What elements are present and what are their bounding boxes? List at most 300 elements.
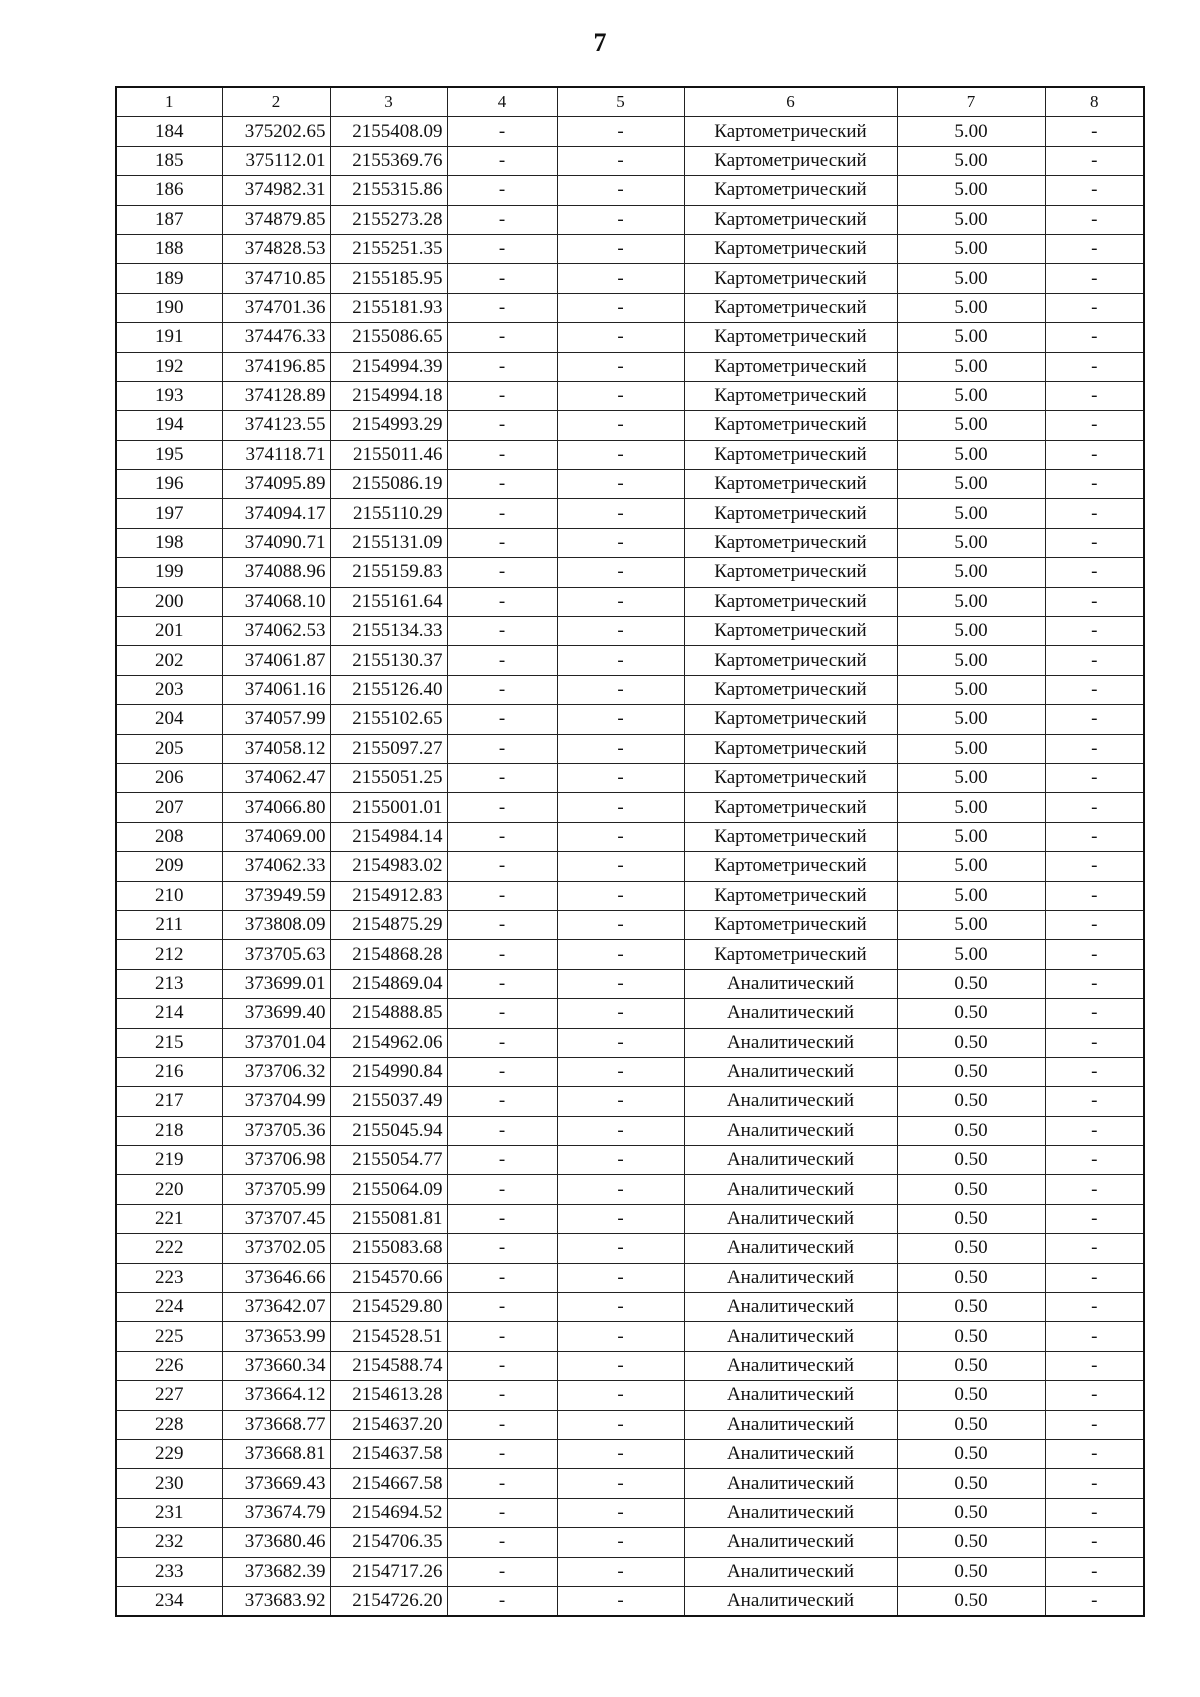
x-coordinate-cell: 374095.89 <box>222 470 330 499</box>
col5-cell: - <box>557 205 684 234</box>
col5-cell: - <box>557 1439 684 1468</box>
point-number-cell: 224 <box>116 1293 222 1322</box>
table-row <box>116 1293 1144 1322</box>
table-row <box>116 176 1144 205</box>
method-cell: Картометрический <box>684 146 897 175</box>
table-row <box>116 587 1144 616</box>
x-coordinate-cell: 373660.34 <box>222 1351 330 1380</box>
col8-cell: - <box>1045 1351 1144 1380</box>
column-header: 1 <box>116 87 222 117</box>
point-number-cell: 215 <box>116 1028 222 1057</box>
point-number-cell: 228 <box>116 1410 222 1439</box>
y-coordinate-cell: 2154667.58 <box>330 1469 447 1498</box>
point-number-cell: 209 <box>116 852 222 881</box>
table-row <box>116 1381 1144 1410</box>
col8-cell: - <box>1045 440 1144 469</box>
col4-cell: - <box>447 1469 557 1498</box>
table-row <box>116 1557 1144 1586</box>
method-cell: Картометрический <box>684 617 897 646</box>
col4-cell: - <box>447 675 557 704</box>
col5-cell: - <box>557 1469 684 1498</box>
col5-cell: - <box>557 999 684 1028</box>
x-coordinate-cell: 374879.85 <box>222 205 330 234</box>
point-number-cell: 225 <box>116 1322 222 1351</box>
y-coordinate-cell: 2154984.14 <box>330 822 447 851</box>
col8-cell: - <box>1045 234 1144 263</box>
col4-cell: - <box>447 1528 557 1557</box>
col8-cell: - <box>1045 910 1144 939</box>
method-cell: Картометрический <box>684 117 897 146</box>
col5-cell: - <box>557 323 684 352</box>
y-coordinate-cell: 2155097.27 <box>330 734 447 763</box>
y-coordinate-cell: 2154994.18 <box>330 381 447 410</box>
col8-cell: - <box>1045 1146 1144 1175</box>
col5-cell: - <box>557 822 684 851</box>
accuracy-cell: 0.50 <box>897 1087 1045 1116</box>
y-coordinate-cell: 2154613.28 <box>330 1381 447 1410</box>
y-coordinate-cell: 2154529.80 <box>330 1293 447 1322</box>
method-cell: Картометрический <box>684 822 897 851</box>
col8-cell: - <box>1045 705 1144 734</box>
col8-cell: - <box>1045 1087 1144 1116</box>
y-coordinate-cell: 2154694.52 <box>330 1498 447 1527</box>
col5-cell: - <box>557 411 684 440</box>
accuracy-cell: 0.50 <box>897 1439 1045 1468</box>
col8-cell: - <box>1045 1586 1144 1616</box>
col8-cell: - <box>1045 117 1144 146</box>
x-coordinate-cell: 373653.99 <box>222 1322 330 1351</box>
y-coordinate-cell: 2154912.83 <box>330 881 447 910</box>
col8-cell: - <box>1045 558 1144 587</box>
col4-cell: - <box>447 763 557 792</box>
table-row <box>116 1234 1144 1263</box>
x-coordinate-cell: 374701.36 <box>222 293 330 322</box>
col5-cell: - <box>557 910 684 939</box>
method-cell: Картометрический <box>684 176 897 205</box>
col8-cell: - <box>1045 1263 1144 1292</box>
col4-cell: - <box>447 264 557 293</box>
col5-cell: - <box>557 705 684 734</box>
accuracy-cell: 5.00 <box>897 646 1045 675</box>
accuracy-cell: 0.50 <box>897 1498 1045 1527</box>
y-coordinate-cell: 2155054.77 <box>330 1146 447 1175</box>
y-coordinate-cell: 2155083.68 <box>330 1234 447 1263</box>
col8-cell: - <box>1045 617 1144 646</box>
accuracy-cell: 0.50 <box>897 1410 1045 1439</box>
col4-cell: - <box>447 234 557 263</box>
point-number-cell: 231 <box>116 1498 222 1527</box>
point-number-cell: 229 <box>116 1439 222 1468</box>
x-coordinate-cell: 373674.79 <box>222 1498 330 1527</box>
table-row <box>116 1057 1144 1086</box>
accuracy-cell: 5.00 <box>897 499 1045 528</box>
col5-cell: - <box>557 117 684 146</box>
table-row <box>116 234 1144 263</box>
table-row <box>116 1263 1144 1292</box>
col8-cell: - <box>1045 999 1144 1028</box>
col8-cell: - <box>1045 1469 1144 1498</box>
point-number-cell: 188 <box>116 234 222 263</box>
col5-cell: - <box>557 1263 684 1292</box>
y-coordinate-cell: 2155159.83 <box>330 558 447 587</box>
table-row <box>116 528 1144 557</box>
accuracy-cell: 5.00 <box>897 763 1045 792</box>
col5-cell: - <box>557 763 684 792</box>
col8-cell: - <box>1045 1498 1144 1527</box>
x-coordinate-cell: 373705.36 <box>222 1116 330 1145</box>
accuracy-cell: 0.50 <box>897 1234 1045 1263</box>
accuracy-cell: 5.00 <box>897 440 1045 469</box>
col8-cell: - <box>1045 264 1144 293</box>
table-row <box>116 793 1144 822</box>
col8-cell: - <box>1045 352 1144 381</box>
col8-cell: - <box>1045 381 1144 410</box>
col5-cell: - <box>557 1116 684 1145</box>
x-coordinate-cell: 373668.81 <box>222 1439 330 1468</box>
col4-cell: - <box>447 411 557 440</box>
y-coordinate-cell: 2155369.76 <box>330 146 447 175</box>
column-header: 8 <box>1045 87 1144 117</box>
col5-cell: - <box>557 1557 684 1586</box>
point-number-cell: 191 <box>116 323 222 352</box>
point-number-cell: 199 <box>116 558 222 587</box>
y-coordinate-cell: 2154726.20 <box>330 1586 447 1616</box>
x-coordinate-cell: 373808.09 <box>222 910 330 939</box>
table-row <box>116 1439 1144 1468</box>
table-row <box>116 1469 1144 1498</box>
table-row <box>116 411 1144 440</box>
point-number-cell: 223 <box>116 1263 222 1292</box>
x-coordinate-cell: 373702.05 <box>222 1234 330 1263</box>
y-coordinate-cell: 2155408.09 <box>330 117 447 146</box>
x-coordinate-cell: 373706.32 <box>222 1057 330 1086</box>
point-number-cell: 217 <box>116 1087 222 1116</box>
point-number-cell: 208 <box>116 822 222 851</box>
col8-cell: - <box>1045 1322 1144 1351</box>
x-coordinate-cell: 373646.66 <box>222 1263 330 1292</box>
accuracy-cell: 5.00 <box>897 617 1045 646</box>
col5-cell: - <box>557 646 684 675</box>
method-cell: Аналитический <box>684 1381 897 1410</box>
accuracy-cell: 5.00 <box>897 264 1045 293</box>
method-cell: Картометрический <box>684 940 897 969</box>
method-cell: Аналитический <box>684 1146 897 1175</box>
point-number-cell: 226 <box>116 1351 222 1380</box>
accuracy-cell: 0.50 <box>897 1204 1045 1233</box>
table-row <box>116 1410 1144 1439</box>
x-coordinate-cell: 374062.53 <box>222 617 330 646</box>
col4-cell: - <box>447 1557 557 1586</box>
y-coordinate-cell: 2154868.28 <box>330 940 447 969</box>
accuracy-cell: 5.00 <box>897 852 1045 881</box>
method-cell: Аналитический <box>684 1439 897 1468</box>
table-row <box>116 1204 1144 1233</box>
method-cell: Картометрический <box>684 205 897 234</box>
accuracy-cell: 5.00 <box>897 675 1045 704</box>
col8-cell: - <box>1045 1293 1144 1322</box>
col5-cell: - <box>557 1293 684 1322</box>
y-coordinate-cell: 2155086.65 <box>330 323 447 352</box>
method-cell: Аналитический <box>684 1293 897 1322</box>
table-row <box>116 969 1144 998</box>
col5-cell: - <box>557 146 684 175</box>
col8-cell: - <box>1045 411 1144 440</box>
point-number-cell: 185 <box>116 146 222 175</box>
point-number-cell: 203 <box>116 675 222 704</box>
y-coordinate-cell: 2154869.04 <box>330 969 447 998</box>
col8-cell: - <box>1045 1116 1144 1145</box>
col5-cell: - <box>557 1057 684 1086</box>
col5-cell: - <box>557 734 684 763</box>
col5-cell: - <box>557 1087 684 1116</box>
x-coordinate-cell: 373669.43 <box>222 1469 330 1498</box>
point-number-cell: 186 <box>116 176 222 205</box>
point-number-cell: 196 <box>116 470 222 499</box>
point-number-cell: 202 <box>116 646 222 675</box>
col4-cell: - <box>447 1028 557 1057</box>
y-coordinate-cell: 2155045.94 <box>330 1116 447 1145</box>
table-row <box>116 763 1144 792</box>
col4-cell: - <box>447 1116 557 1145</box>
col4-cell: - <box>447 440 557 469</box>
point-number-cell: 193 <box>116 381 222 410</box>
x-coordinate-cell: 373642.07 <box>222 1293 330 1322</box>
col5-cell: - <box>557 528 684 557</box>
table-row <box>116 1146 1144 1175</box>
point-number-cell: 194 <box>116 411 222 440</box>
col4-cell: - <box>447 1234 557 1263</box>
method-cell: Картометрический <box>684 763 897 792</box>
col4-cell: - <box>447 999 557 1028</box>
y-coordinate-cell: 2155134.33 <box>330 617 447 646</box>
method-cell: Аналитический <box>684 1351 897 1380</box>
table-row <box>116 1351 1144 1380</box>
col4-cell: - <box>447 1439 557 1468</box>
x-coordinate-cell: 374982.31 <box>222 176 330 205</box>
col8-cell: - <box>1045 470 1144 499</box>
col4-cell: - <box>447 1263 557 1292</box>
col5-cell: - <box>557 675 684 704</box>
col4-cell: - <box>447 470 557 499</box>
y-coordinate-cell: 2155126.40 <box>330 675 447 704</box>
col8-cell: - <box>1045 323 1144 352</box>
point-number-cell: 232 <box>116 1528 222 1557</box>
method-cell: Картометрический <box>684 705 897 734</box>
x-coordinate-cell: 373707.45 <box>222 1204 330 1233</box>
y-coordinate-cell: 2155051.25 <box>330 763 447 792</box>
method-cell: Картометрический <box>684 381 897 410</box>
point-number-cell: 189 <box>116 264 222 293</box>
accuracy-cell: 0.50 <box>897 1586 1045 1616</box>
accuracy-cell: 5.00 <box>897 881 1045 910</box>
column-header: 3 <box>330 87 447 117</box>
table-row <box>116 381 1144 410</box>
method-cell: Аналитический <box>684 1557 897 1586</box>
x-coordinate-cell: 373705.63 <box>222 940 330 969</box>
col4-cell: - <box>447 646 557 675</box>
col5-cell: - <box>557 1586 684 1616</box>
method-cell: Картометрический <box>684 411 897 440</box>
x-coordinate-cell: 374090.71 <box>222 528 330 557</box>
accuracy-cell: 0.50 <box>897 1057 1045 1086</box>
x-coordinate-cell: 374061.87 <box>222 646 330 675</box>
table-row <box>116 440 1144 469</box>
col8-cell: - <box>1045 881 1144 910</box>
x-coordinate-cell: 373706.98 <box>222 1146 330 1175</box>
table-row <box>116 558 1144 587</box>
y-coordinate-cell: 2154717.26 <box>330 1557 447 1586</box>
col4-cell: - <box>447 117 557 146</box>
accuracy-cell: 0.50 <box>897 1469 1045 1498</box>
method-cell: Аналитический <box>684 1469 897 1498</box>
point-number-cell: 187 <box>116 205 222 234</box>
y-coordinate-cell: 2155081.81 <box>330 1204 447 1233</box>
method-cell: Картометрический <box>684 558 897 587</box>
y-coordinate-cell: 2155130.37 <box>330 646 447 675</box>
table-row <box>116 705 1144 734</box>
table-row <box>116 675 1144 704</box>
col4-cell: - <box>447 146 557 175</box>
x-coordinate-cell: 373699.01 <box>222 969 330 998</box>
col4-cell: - <box>447 1410 557 1439</box>
accuracy-cell: 5.00 <box>897 146 1045 175</box>
col5-cell: - <box>557 352 684 381</box>
col5-cell: - <box>557 1146 684 1175</box>
col4-cell: - <box>447 1322 557 1351</box>
col8-cell: - <box>1045 587 1144 616</box>
x-coordinate-cell: 373682.39 <box>222 1557 330 1586</box>
accuracy-cell: 5.00 <box>897 381 1045 410</box>
method-cell: Картометрический <box>684 234 897 263</box>
col4-cell: - <box>447 734 557 763</box>
accuracy-cell: 0.50 <box>897 1351 1045 1380</box>
col5-cell: - <box>557 940 684 969</box>
x-coordinate-cell: 373704.99 <box>222 1087 330 1116</box>
col4-cell: - <box>447 822 557 851</box>
accuracy-cell: 5.00 <box>897 323 1045 352</box>
col8-cell: - <box>1045 646 1144 675</box>
y-coordinate-cell: 2155161.64 <box>330 587 447 616</box>
col4-cell: - <box>447 1087 557 1116</box>
x-coordinate-cell: 374094.17 <box>222 499 330 528</box>
y-coordinate-cell: 2155131.09 <box>330 528 447 557</box>
col4-cell: - <box>447 705 557 734</box>
method-cell: Картометрический <box>684 734 897 763</box>
col4-cell: - <box>447 1586 557 1616</box>
accuracy-cell: 5.00 <box>897 940 1045 969</box>
col5-cell: - <box>557 264 684 293</box>
col8-cell: - <box>1045 1557 1144 1586</box>
col8-cell: - <box>1045 176 1144 205</box>
x-coordinate-cell: 375202.65 <box>222 117 330 146</box>
y-coordinate-cell: 2154888.85 <box>330 999 447 1028</box>
point-number-cell: 197 <box>116 499 222 528</box>
point-number-cell: 207 <box>116 793 222 822</box>
x-coordinate-cell: 374196.85 <box>222 352 330 381</box>
x-coordinate-cell: 374057.99 <box>222 705 330 734</box>
column-header: 6 <box>684 87 897 117</box>
table-row <box>116 117 1144 146</box>
accuracy-cell: 5.00 <box>897 705 1045 734</box>
col5-cell: - <box>557 470 684 499</box>
table-row <box>116 1116 1144 1145</box>
method-cell: Картометрический <box>684 528 897 557</box>
col4-cell: - <box>447 1498 557 1527</box>
col5-cell: - <box>557 1028 684 1057</box>
method-cell: Аналитический <box>684 1204 897 1233</box>
col4-cell: - <box>447 1175 557 1204</box>
col4-cell: - <box>447 1204 557 1233</box>
x-coordinate-cell: 374062.47 <box>222 763 330 792</box>
y-coordinate-cell: 2154993.29 <box>330 411 447 440</box>
x-coordinate-cell: 374061.16 <box>222 675 330 704</box>
table-row <box>116 999 1144 1028</box>
point-number-cell: 234 <box>116 1586 222 1616</box>
x-coordinate-cell: 373699.40 <box>222 999 330 1028</box>
table-row <box>116 1087 1144 1116</box>
method-cell: Аналитический <box>684 969 897 998</box>
table-row <box>116 499 1144 528</box>
accuracy-cell: 5.00 <box>897 587 1045 616</box>
col5-cell: - <box>557 617 684 646</box>
y-coordinate-cell: 2155001.01 <box>330 793 447 822</box>
x-coordinate-cell: 374068.10 <box>222 587 330 616</box>
accuracy-cell: 5.00 <box>897 117 1045 146</box>
col4-cell: - <box>447 940 557 969</box>
y-coordinate-cell: 2154637.20 <box>330 1410 447 1439</box>
col4-cell: - <box>447 1351 557 1380</box>
col4-cell: - <box>447 558 557 587</box>
point-number-cell: 220 <box>116 1175 222 1204</box>
table-row <box>116 646 1144 675</box>
table-row <box>116 852 1144 881</box>
col5-cell: - <box>557 1204 684 1233</box>
table-row <box>116 881 1144 910</box>
table-row <box>116 910 1144 939</box>
table-row <box>116 1528 1144 1557</box>
method-cell: Аналитический <box>684 1028 897 1057</box>
method-cell: Картометрический <box>684 352 897 381</box>
x-coordinate-cell: 374118.71 <box>222 440 330 469</box>
method-cell: Картометрический <box>684 910 897 939</box>
table-row <box>116 940 1144 969</box>
col5-cell: - <box>557 793 684 822</box>
accuracy-cell: 5.00 <box>897 176 1045 205</box>
col8-cell: - <box>1045 1410 1144 1439</box>
col4-cell: - <box>447 793 557 822</box>
method-cell: Аналитический <box>684 1175 897 1204</box>
table-row <box>116 470 1144 499</box>
col4-cell: - <box>447 176 557 205</box>
col8-cell: - <box>1045 1234 1144 1263</box>
point-number-cell: 192 <box>116 352 222 381</box>
point-number-cell: 195 <box>116 440 222 469</box>
accuracy-cell: 5.00 <box>897 352 1045 381</box>
col4-cell: - <box>447 352 557 381</box>
y-coordinate-cell: 2154570.66 <box>330 1263 447 1292</box>
accuracy-cell: 0.50 <box>897 1381 1045 1410</box>
method-cell: Картометрический <box>684 470 897 499</box>
accuracy-cell: 5.00 <box>897 822 1045 851</box>
col5-cell: - <box>557 440 684 469</box>
table-header-row <box>116 87 1144 117</box>
y-coordinate-cell: 2154528.51 <box>330 1322 447 1351</box>
table-row <box>116 1498 1144 1527</box>
method-cell: Картометрический <box>684 646 897 675</box>
x-coordinate-cell: 373705.99 <box>222 1175 330 1204</box>
table-row <box>116 1175 1144 1204</box>
col4-cell: - <box>447 969 557 998</box>
